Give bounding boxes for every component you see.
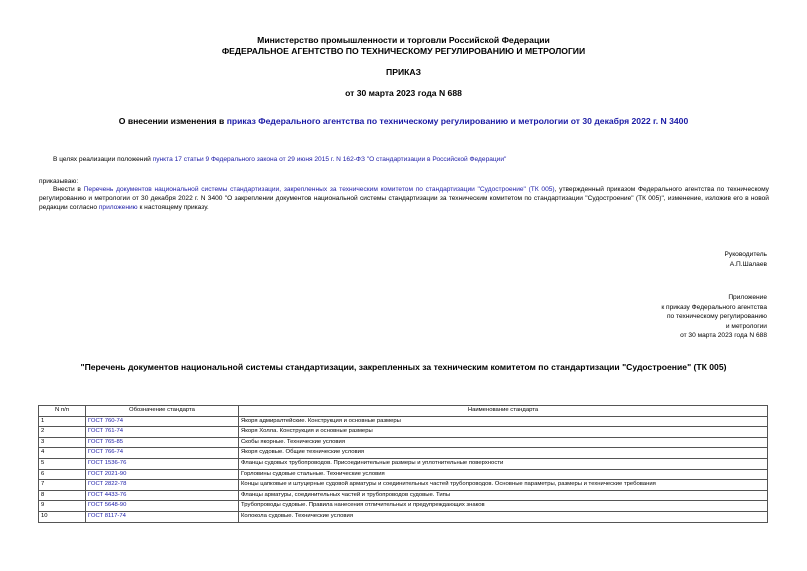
appendix-block — [661, 293, 767, 341]
agency-name: ФЕДЕРАЛЬНОЕ АГЕНТСТВО ПО ТЕХНИЧЕСКОМУ РЕГУЛИРОВАНИЮ И МЕТРОЛОГИИ — [221, 46, 586, 56]
standard-name: Якоря судовые. Общие технические условия — [239, 448, 768, 459]
standard-code-link[interactable]: ГОСТ 5648-90 — [88, 502, 127, 509]
appendix-line-3: по техническому регулированию — [666, 313, 767, 320]
row-number: 5 — [39, 458, 86, 469]
standard-code-cell — [86, 501, 239, 512]
standard-code-link[interactable]: ГОСТ 761-74 — [88, 428, 124, 435]
table-row — [39, 501, 768, 512]
paragraph-order-text — [39, 185, 769, 212]
row-number: 3 — [39, 437, 86, 448]
row-number: 4 — [39, 448, 86, 459]
standard-code-cell — [86, 416, 239, 427]
document-date: от 30 марта 2023 года N 688 — [345, 88, 462, 98]
table-row — [39, 416, 768, 427]
standard-name: Фланцы судовых трубопроводов. Присоединительные размеры и уплотнительные поверхности — [239, 458, 768, 469]
standard-name: Горловины судовые стальные. Технические условия — [239, 469, 768, 480]
standard-code-cell — [86, 427, 239, 438]
appendix-line-5: от 30 марта 2023 года N 688 — [680, 332, 767, 339]
table-row — [39, 480, 768, 491]
standard-code-link[interactable]: ГОСТ 760-74 — [88, 417, 124, 424]
order-middle: , утвержденный приказом Федерального агентства по техническому регулированию и метрологии от 30 декабря 2022 г. N 3400 "О закреплении документов национальной системы стандартизации за техническим комитетом по стандартизации "Судостроение" (ТК 005)", изменение, изложив его в новой редакции согласно — [39, 186, 769, 211]
row-number: 1 — [39, 416, 86, 427]
order-prefix: Внести в — [53, 186, 84, 193]
table-row — [39, 458, 768, 469]
header-number: N п/п — [39, 406, 86, 417]
standards-table — [38, 405, 768, 523]
standard-code-link[interactable]: ГОСТ 2021-90 — [88, 470, 127, 477]
standard-code-link[interactable]: ГОСТ 4433-76 — [88, 491, 127, 498]
federal-law-link[interactable]: пункта 17 статьи 9 Федерального закона от 29 июня 2015 г. N 162-ФЗ "О стандартизации в Российской Федерации" — [152, 156, 507, 163]
paragraph-basis — [39, 155, 769, 164]
standard-name: Якоря адмиралтейские. Конструкция и основные размеры — [239, 416, 768, 427]
signatory-role: Руководитель — [724, 251, 767, 258]
standard-code-cell — [86, 490, 239, 501]
standard-name: Якоря Холла. Конструкция и основные размеры — [239, 427, 768, 438]
standard-code-cell — [86, 448, 239, 459]
table-row — [39, 427, 768, 438]
standard-code-cell — [86, 480, 239, 491]
table-row — [39, 511, 768, 522]
document-type: ПРИКАЗ — [386, 67, 421, 77]
header-designation: Обозначение стандарта — [86, 406, 239, 417]
standard-code-link[interactable]: ГОСТ 765-85 — [88, 438, 124, 445]
standard-code-cell — [86, 511, 239, 522]
ministry-name: Министерство промышленности и торговли Российской Федерации — [257, 35, 550, 45]
row-number: 6 — [39, 469, 86, 480]
appendix-line-4: и метрологии — [725, 322, 767, 330]
standard-code-cell — [86, 437, 239, 448]
header-name: Наименование стандарта — [239, 406, 768, 417]
standard-name: Фланцы арматуры, соединительных частей и трубопроводов судовые. Типы — [239, 490, 768, 501]
standard-code-link[interactable]: ГОСТ 8117-74 — [88, 512, 126, 519]
table-row — [39, 469, 768, 480]
table-row — [39, 437, 768, 448]
document-title — [0, 116, 807, 126]
list-title: "Перечень документов национальной системы стандартизации, закрепленных за техническим комитетом по стандартизации "Судостроение" (ТК 005) — [80, 362, 727, 372]
paragraph-order-word: приказываю: — [39, 178, 79, 185]
row-number: 9 — [39, 501, 86, 512]
row-number: 2 — [39, 427, 86, 438]
row-number: 8 — [39, 490, 86, 501]
standard-name: Концы цапковые и штуцерные судовой арматуры и соединительных частей трубопроводов. Основные параметры, размеры и технические требования — [239, 480, 768, 491]
table-row — [39, 448, 768, 459]
table-row — [39, 490, 768, 501]
standard-code-cell — [86, 458, 239, 469]
standard-name: Трубопроводы судовые. Правила нанесения отличительных и предупреждающих знаков — [239, 501, 768, 512]
list-link[interactable]: Перечень документов национальной системы стандартизации, закрепленных за техническим комитетом по стандартизации "Судостроение" (ТК 005) — [83, 186, 555, 193]
appendix-line-2: к приказу Федерального агентства — [661, 303, 767, 311]
standard-code-cell — [86, 469, 239, 480]
title-prefix: О внесении изменения в — [118, 116, 227, 126]
standard-name: Скобы якорные. Технические условия — [239, 437, 768, 448]
standard-code-link[interactable]: ГОСТ 766-74 — [88, 449, 124, 456]
row-number: 7 — [39, 480, 86, 491]
appendix-line-1: Приложение — [728, 294, 767, 301]
title-order-link[interactable]: приказ Федерального агентства по техническому регулированию и метрологии от 30 декабря 2022 г. N 3400 — [226, 116, 689, 126]
signature-block — [725, 250, 767, 269]
row-number: 10 — [39, 511, 86, 522]
table-header-row — [39, 406, 768, 417]
standard-code-link[interactable]: ГОСТ 2822-78 — [88, 481, 127, 488]
appendix-link[interactable]: приложению — [98, 204, 138, 211]
standard-code-link[interactable]: ГОСТ 1536-76 — [88, 459, 127, 466]
order-suffix: к настоящему приказу. — [137, 204, 209, 211]
standard-name: Колокола судовые. Технические условия — [239, 511, 768, 522]
basis-prefix: В целях реализации положений — [53, 156, 153, 163]
signatory-name: А.П.Шалаев — [729, 260, 767, 268]
